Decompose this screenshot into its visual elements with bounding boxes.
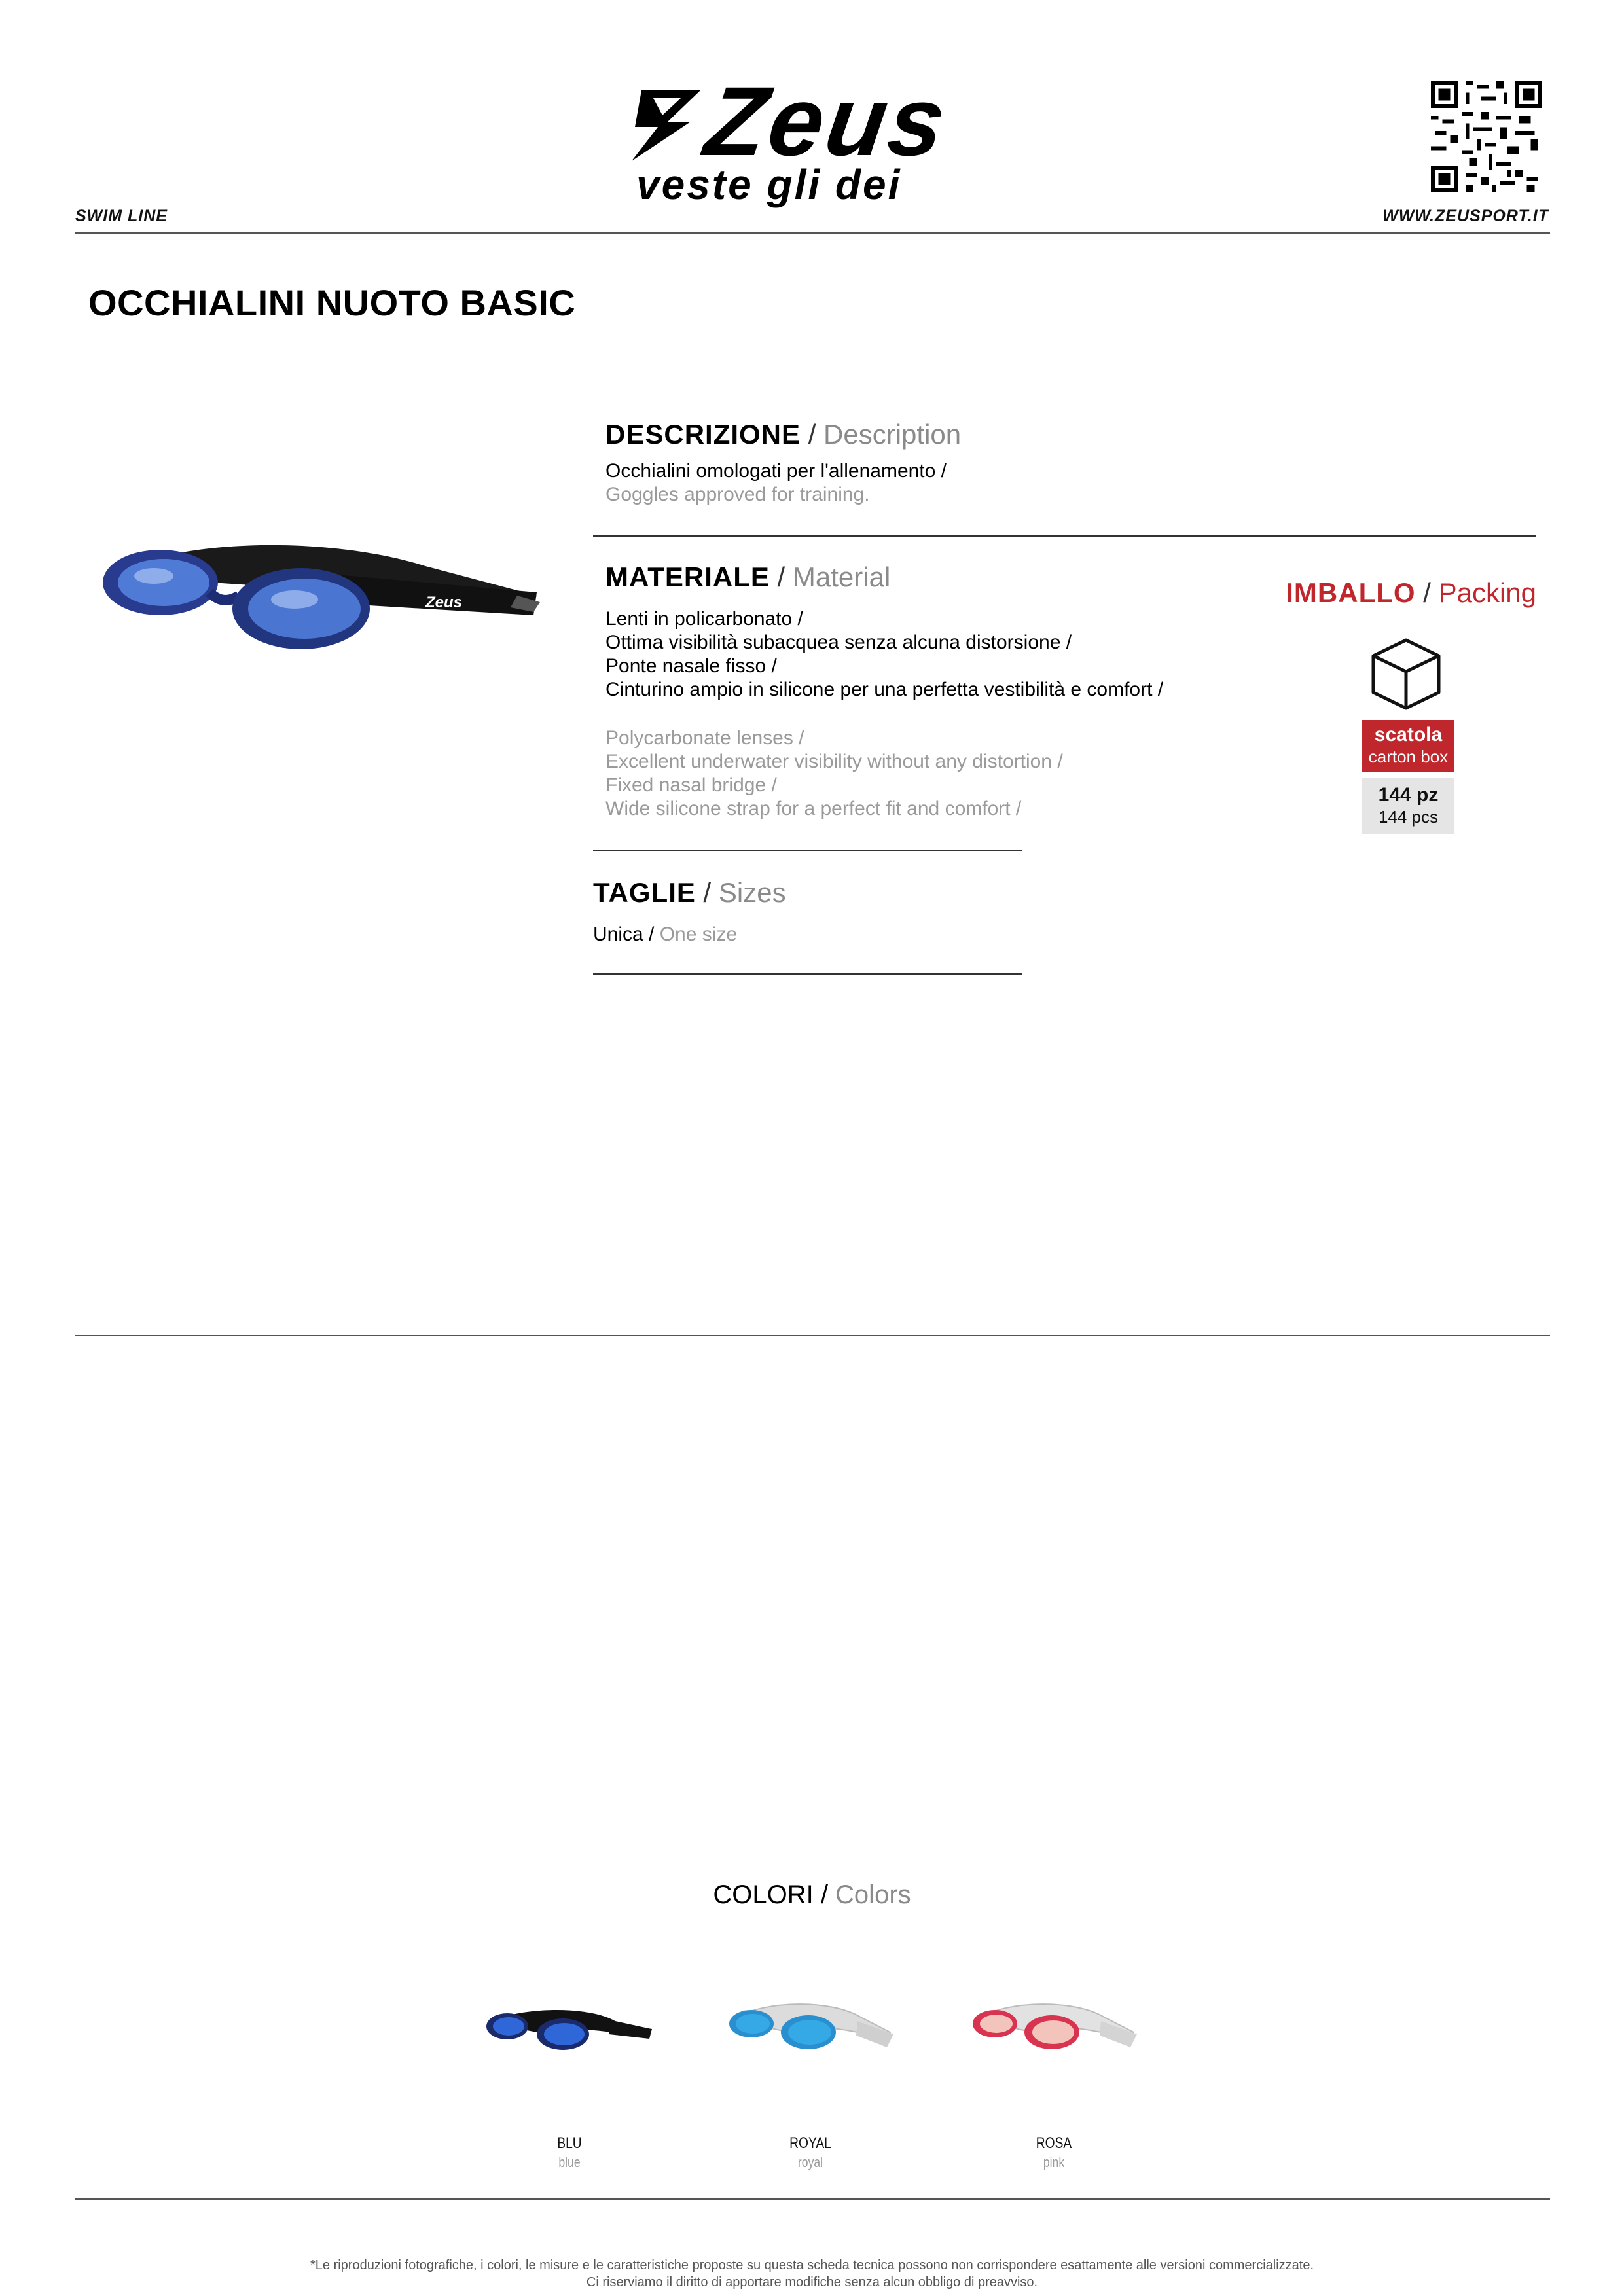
description-text-en: Goggles approved for training. bbox=[605, 484, 870, 505]
lightning-bolt-icon bbox=[628, 84, 707, 162]
packing-box-it: scatola bbox=[1374, 724, 1443, 745]
page-title: OCCHIALINI NUOTO BASIC bbox=[88, 282, 576, 323]
color-label-royal bbox=[745, 2134, 876, 2172]
packing-qty-it: 144 pz bbox=[1378, 784, 1439, 806]
section-divider bbox=[593, 535, 1536, 537]
material-item: Ottima visibilità subacquea senza alcuna distorsione / bbox=[605, 632, 1072, 653]
material-item-en: Polycarbonate lenses / bbox=[605, 727, 804, 749]
color-name-en: royal bbox=[797, 2154, 823, 2170]
section-divider bbox=[593, 850, 1022, 851]
product-line: SWIM LINE bbox=[75, 207, 168, 225]
color-swatch-blue[interactable] bbox=[484, 2003, 655, 2055]
disclaimer bbox=[0, 2257, 1624, 2291]
color-name: ROYAL bbox=[789, 2134, 831, 2152]
packing-box-label bbox=[1362, 720, 1454, 772]
description-text: Occhialini omologati per l'allenamento / bbox=[605, 460, 947, 482]
packing-box-en: carton box bbox=[1368, 747, 1449, 766]
material-item: Cinturino ampio in silicone per una perfetta vestibilità e comfort / bbox=[605, 679, 1164, 700]
color-swatch-pink[interactable] bbox=[970, 1996, 1140, 2058]
qr-code-icon bbox=[1431, 81, 1542, 192]
content-divider bbox=[75, 1335, 1550, 1336]
disclaimer-line: *Le riproduzioni fotografiche, i colori, le misure e le caratteristiche proposte su questa scheda tecnica possono non corrispondere esattamente alle versioni commercializzate. bbox=[310, 2258, 1314, 2272]
material-list-en bbox=[605, 726, 1063, 821]
material-heading: MATERIALE / Material bbox=[605, 562, 891, 592]
section-divider bbox=[593, 973, 1022, 975]
color-swatch-royal[interactable] bbox=[727, 1996, 897, 2058]
packing-heading: IMBALLO / Packing bbox=[1286, 577, 1536, 608]
material-item-en: Fixed nasal bridge / bbox=[605, 774, 777, 796]
material-item: Ponte nasale fisso / bbox=[605, 655, 777, 677]
brand-logo bbox=[628, 66, 1008, 208]
footer-divider bbox=[75, 2198, 1550, 2200]
brand-tagline: veste gli dei bbox=[636, 161, 902, 208]
product-image bbox=[98, 530, 543, 661]
website-link[interactable]: WWW.ZEUSPORT.IT bbox=[1382, 207, 1549, 225]
material-item-en: Excellent underwater visibility without any distortion / bbox=[605, 751, 1063, 772]
sizes-value: Unica / One size bbox=[593, 924, 738, 945]
sizes-heading: TAGLIE / Sizes bbox=[593, 877, 786, 908]
color-name-en: pink bbox=[1043, 2154, 1065, 2170]
box-icon bbox=[1367, 635, 1445, 713]
color-label-blue bbox=[504, 2134, 635, 2172]
brand-name: Zeus bbox=[699, 66, 954, 176]
color-name-en: blue bbox=[558, 2154, 581, 2170]
header-divider bbox=[75, 232, 1550, 234]
colors-heading: COLORI / Colors bbox=[713, 1880, 911, 1909]
svg-text:Zeus: Zeus bbox=[425, 594, 463, 611]
color-name: BLU bbox=[557, 2134, 582, 2152]
packing-quantity bbox=[1362, 778, 1454, 834]
disclaimer-line: Ci riserviamo il diritto di apportare modifiche senza alcun obbligo di preavviso. bbox=[586, 2275, 1038, 2289]
packing-qty-en: 144 pcs bbox=[1378, 807, 1439, 827]
material-list bbox=[605, 607, 1163, 702]
material-item: Lenti in policarbonato / bbox=[605, 608, 803, 630]
description-heading: DESCRIZIONE / Description bbox=[605, 419, 962, 450]
color-name: ROSA bbox=[1036, 2134, 1072, 2152]
material-item-en: Wide silicone strap for a perfect fit and comfort / bbox=[605, 798, 1022, 819]
color-label-pink bbox=[988, 2134, 1119, 2172]
